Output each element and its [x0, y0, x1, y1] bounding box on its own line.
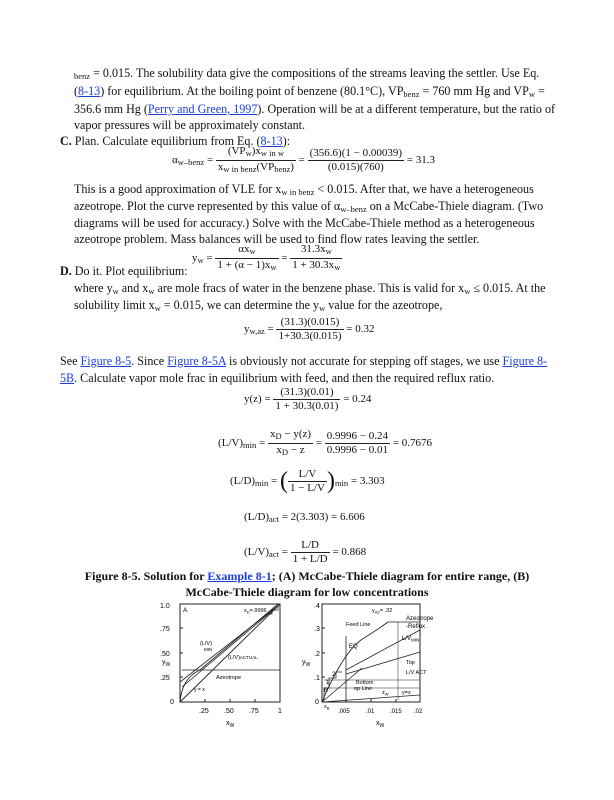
- figure-a-xtick-label: 1: [278, 708, 282, 715]
- figure-b-stage-2-label: 2: [332, 672, 336, 678]
- figure-b-panel: [302, 600, 440, 732]
- figure-b-lv-min-label: $L/V_{MIN}$: [402, 636, 420, 643]
- figure-b-yx-label: y=x: [402, 690, 411, 696]
- figure-b-xlabel: $x_W$: [376, 720, 385, 729]
- equation-yz: y(z) = $\frac{(31.3)(0.01)}{1 + 30.3(0.01)}$ = 0.24: [244, 386, 372, 412]
- figure-b-ylabel: $y_W$: [302, 659, 311, 668]
- figure-b-lv-act-label: L/V ACT: [406, 670, 427, 676]
- paragraph-line: azeotrope. Plot the curve represented by this value of $\alpha_{w-benz}$ on a McCabe-Thiele diagram. (Two: [74, 199, 544, 214]
- paragraph-line: (8-13) for equilibrium. At the boiling point of benzene (80.1°C), $VP_{benz} = 760$ mm Hg and $VP_w$ =: [74, 84, 545, 99]
- example-8-1-link[interactable]: Example 8-1: [207, 569, 272, 583]
- figure-b-xtick-label: .01: [366, 709, 375, 715]
- paragraph-line: See Figure 8-5. Since Figure 8-5A is obviously not accurate for stepping off stages, we use Figure 8-: [60, 354, 548, 368]
- eq-8-13-link[interactable]: 8-13: [260, 134, 283, 148]
- figure-a-ytick-label: .50: [160, 651, 170, 658]
- figure-b-zw-label: $z_W$: [382, 690, 389, 697]
- figure-caption: Figure 8-5. Solution for Example 8-1; (A) McCabe-Thiele diagram for entire range, (B): [84, 569, 530, 583]
- figure-a-ytick-label: 0: [170, 699, 174, 706]
- figure-a-xlabel: $x_W$: [226, 720, 235, 729]
- paragraph-line: 5B. Calculate vapor mole frac in equilibrium with feed, and then the required reflux ratio.: [60, 371, 495, 385]
- figure-a-yx-label: y = x: [194, 687, 205, 693]
- figure-a-ytick-label: .75: [160, 626, 170, 633]
- eq-8-13-link[interactable]: 8-13: [78, 84, 101, 98]
- figure-b-bottom-label: Bottom: [356, 680, 374, 686]
- equation-ld-act: $(L/D)_{act} = 2(3.303) = 6.606$: [244, 511, 365, 524]
- figure-b-top-label: Top: [406, 660, 415, 666]
- figure-b-yaz-label: $y_{AZ}= .32$: [372, 608, 393, 615]
- equation-azeotrope: $y_{w,az}$ = $\frac{(31.3)(0.015)}{1+30.3(0.015)}$ = 0.32: [244, 316, 375, 342]
- figure-8-5b-link[interactable]: 5B: [60, 371, 75, 385]
- figure-a-xtick-label: .25: [199, 708, 209, 715]
- paragraph-line: This is a good approximation of VLE for $x_{w in benz} < 0.015$. After that, we have a heterogeneous: [74, 182, 534, 197]
- figure-caption-line2: McCabe-Thiele diagram for low concentrations: [185, 585, 429, 599]
- paragraph-line: $_{benz}$ = 0.015. The solubility data give the compositions of the streams leaving the settler. Use Eq.: [74, 66, 540, 81]
- figure-a-xd-label: $x_D=.9996$: [244, 608, 267, 615]
- figure-8-5-link[interactable]: Figure 8-5: [80, 354, 132, 368]
- paragraph-line: azeotrope problem. Mass balances will be used to find flow rates leaving the settler.: [74, 232, 480, 246]
- figure-b-xtick-label: .015: [390, 709, 402, 715]
- figure-b-eq-label: EQ: [349, 644, 358, 650]
- figure-a-xtick-label: .75: [249, 708, 259, 715]
- figure-a-panel: [160, 600, 298, 732]
- figure-a-lv-actual-label: (L/V)ACTUAL: [228, 655, 258, 661]
- figure-b-ytick-label: .4: [314, 603, 320, 610]
- figure-b-xtick-label: .005: [338, 709, 350, 715]
- paragraph-line: vapor pressures will be approximately constant.: [74, 118, 306, 132]
- paragraph-line: 356.6 mm Hg (Perry and Green, 1997). Operation will be at a different temperature, but the ratio of: [74, 102, 556, 116]
- figure-a-ytick-label: 1.0: [160, 603, 170, 610]
- figure-a-lv-min-line: [180, 605, 279, 682]
- figure-a-corner-label: A: [183, 607, 188, 614]
- figure-8-5a-link[interactable]: Figure 8-5A: [167, 354, 226, 368]
- figure-a-lv-min-label: (L/V): [200, 641, 212, 647]
- paragraph-line: where $y_w$ and $x_w$ are mole fracs of water in the benzene phase. This is valid for $x_w \le 0.015$. At the: [74, 281, 546, 296]
- figure-b-ytick-label: .3: [314, 626, 320, 633]
- figure-a-xtick-label: .50: [224, 708, 234, 715]
- figure-b-ytick-label: 0: [315, 699, 319, 706]
- perry-green-link[interactable]: Perry and Green, 1997: [147, 102, 258, 116]
- equation-lv-min: $(L/V)_{min}$ = $\frac{x_D - y(z)}{x_D - z}$ = $\frac{0.9996 - 0.24}{0.9996 - 0.01}$ = 0.7676: [218, 428, 432, 457]
- equation-equilibrium: $y_w$ = $\frac{\alpha x_w}{1 + (\alpha - 1)x_w}$ = $\frac{31.3x_w}{1 + 30.3x_w}$: [192, 243, 341, 272]
- figure-a-diagram: [160, 600, 298, 732]
- figure-b-xb-label: $x_B$: [324, 704, 330, 711]
- figure-a-azeotrope-label: Azeotrope: [216, 675, 242, 681]
- section-c-heading: C. Plan. Calculate equilibrium from Eq. (8-13):: [60, 134, 291, 148]
- figure-b-feed-line-label: Feed Line: [346, 622, 371, 628]
- figure-a-ylabel: $y_W$: [162, 659, 171, 668]
- section-d-heading: D. Do it. Plot equilibrium:: [60, 264, 188, 278]
- equation-ld-min: $(L/D)_{min}$ = ( $\frac{L/V}{1 - L/V}$ )$_{min} = 3.303$: [230, 468, 385, 494]
- figure-b-op-line-label: op Line: [354, 686, 373, 692]
- figure-b-stage-1-label: 1: [326, 680, 330, 686]
- figure-a-ytick-label: .25: [160, 675, 170, 682]
- figure-8-5b-link[interactable]: Figure 8-: [502, 354, 548, 368]
- figure-a-lv-min-sub: MIN: [204, 647, 213, 652]
- equation-alpha: $\alpha_{w-benz}$ = $\frac{(VP_w)x_{w in w}}{x_{w in benz}(VP_{benz})}$ = $\frac{(356.6)(1 - 0.00039)}{(0.015)(760)}$ = 31.3: [172, 145, 435, 174]
- figure-b-reflux-label: -Reflux: [406, 624, 426, 630]
- figure-b-ytick-label: .2: [314, 651, 320, 658]
- paragraph-line: diagrams will be used for accuracy.) Solve with the McCabe-Thiele method as a heterogeneous: [74, 216, 535, 230]
- figure-b-corner-label: B: [324, 688, 329, 694]
- figure-b-xtick-label: .02: [414, 709, 423, 715]
- figure-b-ytick-label: .1: [314, 675, 320, 682]
- paragraph-line: solubility limit $x_w = 0.015$, we can determine the $y_w$ value for the azeotrope,: [74, 298, 443, 313]
- equation-lv-act: $(L/V)_{act}$ = $\frac{L/D}{1 + L/D}$ = 0.868: [244, 539, 367, 565]
- figure-b-azeotrope-label: Azeotrope: [406, 616, 434, 622]
- figure-b-diagram: [302, 600, 440, 732]
